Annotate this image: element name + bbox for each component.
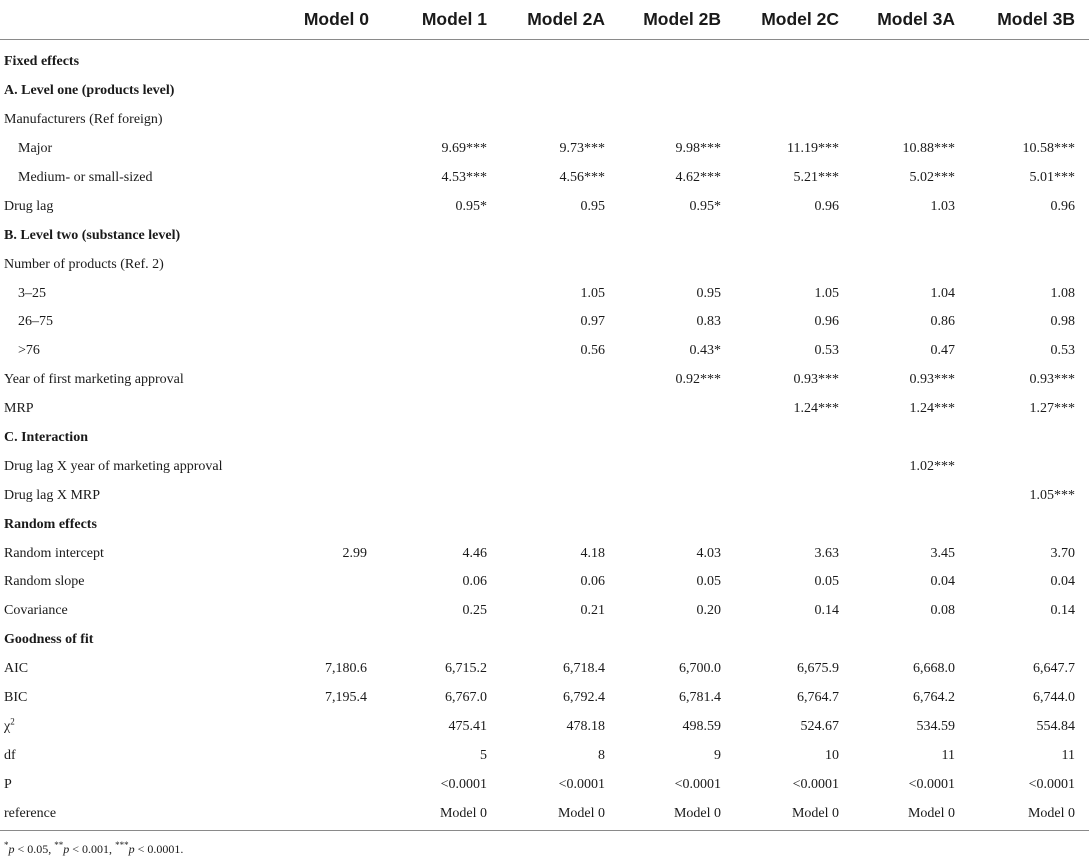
section-header-row [0, 221, 1089, 250]
cell-model-2a: 478.18 [566, 718, 605, 734]
cell-model-2a: <0.0001 [558, 776, 605, 792]
cell-model-3a: 0.08 [930, 603, 955, 619]
row-label-text: χ [4, 718, 11, 734]
row-label-text: A. Level one (products level) [4, 83, 175, 99]
cell-model-1: 6,715.2 [445, 661, 487, 677]
row-label [0, 424, 263, 453]
cell-model-1 [383, 626, 501, 655]
cell-model-2a [501, 481, 619, 510]
table-row [0, 135, 1089, 164]
cell-model-3b: 554.84 [1036, 718, 1075, 734]
cell-model-3a: 6,764.2 [913, 690, 955, 706]
cell-model-2a [501, 221, 619, 250]
table-row [0, 395, 1089, 424]
cell-model-0 [263, 135, 383, 164]
cell-model-1 [383, 106, 501, 135]
cell-model-3a: 10.88*** [902, 141, 955, 157]
cell-model-1: 6,767.0 [445, 690, 487, 706]
cell-model-2a [501, 40, 619, 77]
row-label [0, 539, 263, 568]
cell-model-2b [619, 626, 735, 655]
cell-model-1: 0.25 [462, 603, 487, 619]
cell-model-1 [383, 510, 501, 539]
cell-model-3b: 1.05*** [1029, 487, 1075, 503]
table-row [0, 337, 1089, 366]
cell-model-3a: Model 0 [907, 805, 955, 821]
cell-model-3b: 10.58*** [1022, 141, 1075, 157]
row-label-text: Random effects [4, 516, 97, 532]
table-row [0, 279, 1089, 308]
cell-model-0 [263, 452, 383, 481]
row-label-text: Random intercept [4, 545, 104, 561]
cell-model-2c [735, 481, 853, 510]
cell-model-3a: 11 [941, 747, 955, 763]
row-label [0, 192, 263, 221]
cell-model-3b: 5.01*** [1029, 170, 1075, 185]
cell-model-0 [263, 568, 383, 597]
cell-model-2c: 0.14 [814, 603, 839, 619]
cell-model-2b: <0.0001 [674, 776, 721, 792]
cell-model-3b: 0.96 [1050, 198, 1075, 214]
cell-model-3b: <0.0001 [1028, 776, 1075, 792]
cell-model-2a [501, 424, 619, 453]
cell-model-2c [735, 452, 853, 481]
row-label [0, 106, 263, 135]
row-label-text: Covariance [4, 603, 68, 619]
table-row [0, 192, 1089, 221]
cell-model-3a [853, 250, 969, 279]
table-row [0, 452, 1089, 481]
cell-model-2c [735, 626, 853, 655]
cell-model-3b [969, 221, 1089, 250]
cell-model-1: 4.53*** [441, 170, 487, 185]
cell-model-3b [969, 77, 1089, 106]
cell-model-3a: 3.45 [930, 545, 955, 561]
cell-model-2c [735, 424, 853, 453]
cell-model-1 [383, 366, 501, 395]
cell-model-2c: 10 [825, 747, 839, 763]
row-label [0, 597, 263, 626]
header-cell-model-2a: Model 2A [501, 0, 619, 40]
cell-model-0 [263, 741, 383, 770]
cell-model-2b: 4.03 [696, 545, 721, 561]
cell-model-1: 0.06 [462, 574, 487, 590]
cell-model-2a [501, 250, 619, 279]
cell-model-2c [735, 250, 853, 279]
row-label-text: >76 [18, 343, 40, 359]
cell-model-0 [263, 221, 383, 250]
cell-model-2c: Model 0 [791, 805, 839, 821]
cell-model-3a [853, 77, 969, 106]
cell-model-2b [619, 40, 735, 77]
row-label-text: C. Interaction [4, 430, 88, 446]
table-row [0, 164, 1089, 193]
cell-model-2c [735, 510, 853, 539]
cell-model-3a: 1.03 [930, 198, 955, 214]
cell-model-2a: 6,792.4 [563, 690, 605, 706]
cell-model-1 [383, 452, 501, 481]
cell-model-2a: 6,718.4 [563, 661, 605, 677]
table-row [0, 597, 1089, 626]
cell-model-2a: 0.21 [580, 603, 605, 619]
cell-model-2b: 0.43* [689, 343, 721, 359]
cell-model-3a [853, 481, 969, 510]
cell-model-1 [383, 40, 501, 77]
cell-model-2a: 0.95 [580, 198, 605, 214]
cell-model-1 [383, 481, 501, 510]
cell-model-1: 0.95* [455, 198, 487, 214]
cell-model-3b: 0.04 [1050, 574, 1075, 590]
cell-model-2a: 8 [598, 747, 605, 763]
cell-model-2c: 0.93*** [793, 372, 839, 388]
row-label [0, 510, 263, 539]
cell-model-2b: 9.98*** [675, 141, 721, 157]
cell-model-3b: 0.98 [1050, 314, 1075, 330]
cell-model-1 [383, 337, 501, 366]
row-label [0, 741, 263, 770]
cell-model-1: 9.69*** [441, 141, 487, 157]
cell-model-2a: 4.56*** [559, 170, 605, 185]
cell-model-2b [619, 481, 735, 510]
cell-model-3b [969, 626, 1089, 655]
row-label-text: Fixed effects [4, 54, 80, 70]
table-row [0, 684, 1089, 713]
cell-model-2b [619, 250, 735, 279]
row-label [0, 626, 263, 655]
cell-model-2c [735, 221, 853, 250]
row-label [0, 337, 263, 366]
cell-model-2a: 0.97 [580, 314, 605, 330]
section-header-row [0, 77, 1089, 106]
cell-model-3b [969, 424, 1089, 453]
cell-model-2a [501, 77, 619, 106]
cell-model-2b [619, 106, 735, 135]
cell-model-2c: 0.05 [814, 574, 839, 590]
cell-model-2c: 6,675.9 [797, 661, 839, 677]
cell-model-3b [969, 250, 1089, 279]
cell-model-1 [383, 395, 501, 424]
cell-model-1 [383, 279, 501, 308]
cell-model-0 [263, 626, 383, 655]
cell-model-2a: 4.18 [580, 545, 605, 561]
cell-model-0 [263, 164, 383, 193]
cell-model-3b: Model 0 [1027, 805, 1075, 821]
table-row [0, 308, 1089, 337]
cell-model-0 [263, 597, 383, 626]
cell-model-3a: 0.86 [930, 314, 955, 330]
table-row [0, 799, 1089, 828]
header-cell-model-2c: Model 2C [735, 0, 853, 40]
row-label-text: Drug lag X MRP [4, 487, 101, 503]
cell-model-0 [263, 481, 383, 510]
row-label-text: Year of first marketing approval [4, 372, 184, 388]
cell-model-2b: 0.95 [696, 285, 721, 301]
row-label [0, 712, 263, 741]
cell-model-3a: 1.02*** [909, 458, 955, 474]
cell-model-2b: 498.59 [682, 718, 721, 734]
cell-model-2c: 1.05 [814, 285, 839, 301]
cell-model-1: <0.0001 [440, 776, 487, 792]
cell-model-2a [501, 366, 619, 395]
cell-model-1: 475.41 [448, 718, 487, 734]
cell-model-3a: 0.47 [930, 343, 955, 359]
table-bottom-rule [0, 830, 1089, 831]
cell-model-3a: 0.93*** [909, 372, 955, 388]
row-label-text: Drug lag X year of marketing approval [4, 458, 223, 474]
cell-model-1: 5 [480, 747, 487, 763]
cell-model-3a [853, 424, 969, 453]
table-row [0, 655, 1089, 684]
header-cell-model-3a: Model 3A [853, 0, 969, 40]
header-row [0, 0, 1089, 40]
row-label [0, 250, 263, 279]
cell-model-2c [735, 40, 853, 77]
table-row [0, 106, 1089, 135]
row-label-text: AIC [4, 661, 29, 677]
table-row [0, 770, 1089, 799]
table-row [0, 539, 1089, 568]
cell-model-2c: 0.96 [814, 314, 839, 330]
table-row [0, 481, 1089, 510]
cell-model-3b [969, 452, 1089, 481]
cell-model-3b: 0.53 [1050, 343, 1075, 359]
cell-model-2a [501, 626, 619, 655]
row-label-text: Drug lag [4, 198, 54, 214]
cell-model-0: 2.99 [342, 545, 367, 561]
cell-model-0 [263, 106, 383, 135]
row-label-text: P [4, 776, 12, 792]
cell-model-0 [263, 424, 383, 453]
cell-model-2c: 0.53 [814, 343, 839, 359]
cell-model-1 [383, 221, 501, 250]
cell-model-2c: <0.0001 [792, 776, 839, 792]
cell-model-3b: 0.14 [1050, 603, 1075, 619]
cell-model-3b [969, 106, 1089, 135]
row-label-text: reference [4, 805, 57, 821]
table-row [0, 712, 1089, 741]
cell-model-0 [263, 279, 383, 308]
cell-model-2a [501, 452, 619, 481]
cell-model-3b: 6,744.0 [1033, 690, 1075, 706]
header-cell-model-0: Model 0 [263, 0, 383, 40]
cell-model-1 [383, 250, 501, 279]
row-label [0, 395, 263, 424]
section-header-row [0, 510, 1089, 539]
significance-footnote: *p < 0.05, **p < 0.001, ***p < 0.0001. [4, 840, 184, 856]
cell-model-3a [853, 40, 969, 77]
cell-model-2c: 5.21*** [793, 170, 839, 185]
cell-model-0 [263, 770, 383, 799]
header-cell-model-3b: Model 3B [969, 0, 1089, 40]
row-label-text: Goodness of fit [4, 632, 94, 648]
cell-model-2b [619, 424, 735, 453]
row-label-text: 3–25 [18, 285, 46, 301]
row-label [0, 77, 263, 106]
cell-model-2a [501, 510, 619, 539]
row-label [0, 770, 263, 799]
cell-model-2b: Model 0 [673, 805, 721, 821]
row-label-text: Major [18, 141, 53, 157]
row-label [0, 40, 263, 77]
header-cell-variable [0, 0, 263, 40]
cell-model-2b [619, 395, 735, 424]
cell-model-1: Model 0 [439, 805, 487, 821]
cell-model-2c: 3.63 [814, 545, 839, 561]
table-row [0, 250, 1089, 279]
cell-model-2a: 0.06 [580, 574, 605, 590]
cell-model-2b: 0.92*** [675, 372, 721, 388]
cell-model-3a: 6,668.0 [913, 661, 955, 677]
cell-model-3a [853, 106, 969, 135]
cell-model-0 [263, 250, 383, 279]
cell-model-3a: 1.24*** [909, 401, 955, 417]
cell-model-3a [853, 221, 969, 250]
cell-model-2c: 1.24*** [793, 401, 839, 417]
cell-model-3b [969, 510, 1089, 539]
row-label-text: Medium- or small-sized [18, 170, 153, 185]
row-label-text: B. Level two (substance level) [4, 227, 181, 243]
table-row [0, 568, 1089, 597]
cell-model-2b: 0.95* [689, 198, 721, 214]
cell-model-2a: 9.73*** [559, 141, 605, 157]
section-header-row [0, 424, 1089, 453]
row-label-text: Number of products (Ref. 2) [4, 256, 164, 272]
cell-model-3b: 11 [1061, 747, 1075, 763]
cell-model-2b: 9 [714, 747, 721, 763]
cell-model-0 [263, 395, 383, 424]
row-label-text: df [4, 747, 16, 763]
cell-model-0 [263, 712, 383, 741]
row-label-text: Random slope [4, 574, 85, 590]
cell-model-0 [263, 366, 383, 395]
cell-model-0 [263, 337, 383, 366]
cell-model-0 [263, 799, 383, 828]
cell-model-1: 4.46 [462, 545, 487, 561]
row-label-text: BIC [4, 690, 28, 706]
row-label [0, 279, 263, 308]
cell-model-3b [969, 40, 1089, 77]
cell-model-2b: 0.20 [696, 603, 721, 619]
cell-model-3b: 0.93*** [1029, 372, 1075, 388]
cell-model-2c: 0.96 [814, 198, 839, 214]
cell-model-3a: 1.04 [930, 285, 955, 301]
row-label-text: Manufacturers (Ref foreign) [4, 112, 163, 128]
cell-model-2a [501, 395, 619, 424]
cell-model-2b: 0.83 [696, 314, 721, 330]
cell-model-2c: 11.19*** [787, 141, 839, 157]
row-label-superscript: 2 [10, 716, 15, 727]
cell-model-2a: Model 0 [557, 805, 605, 821]
table-row [0, 741, 1089, 770]
row-label [0, 481, 263, 510]
cell-model-1 [383, 424, 501, 453]
cell-model-0 [263, 510, 383, 539]
cell-model-3b: 1.27*** [1029, 401, 1075, 417]
section-header-row [0, 626, 1089, 655]
cell-model-3b: 1.08 [1050, 285, 1075, 301]
cell-model-2b [619, 510, 735, 539]
row-label [0, 799, 263, 828]
section-header-row [0, 40, 1089, 77]
table-row [0, 366, 1089, 395]
cell-model-2b [619, 77, 735, 106]
cell-model-0: 7,180.6 [325, 661, 367, 677]
cell-model-2a [501, 106, 619, 135]
header-cell-model-1: Model 1 [383, 0, 501, 40]
cell-model-0 [263, 77, 383, 106]
cell-model-3a: <0.0001 [908, 776, 955, 792]
row-label [0, 452, 263, 481]
row-label [0, 135, 263, 164]
cell-model-2b: 6,781.4 [679, 690, 721, 706]
cell-model-2a: 1.05 [580, 285, 605, 301]
row-label [0, 308, 263, 337]
cell-model-0 [263, 192, 383, 221]
cell-model-0: 7,195.4 [325, 690, 367, 706]
cell-model-3a: 534.59 [916, 718, 955, 734]
row-label [0, 568, 263, 597]
cell-model-3a: 0.04 [930, 574, 955, 590]
cell-model-2c [735, 77, 853, 106]
cell-model-2c [735, 106, 853, 135]
row-label-text: MRP [4, 401, 34, 417]
cell-model-2b [619, 452, 735, 481]
cell-model-2a: 0.56 [580, 343, 605, 359]
row-label [0, 366, 263, 395]
cell-model-2c: 524.67 [800, 718, 839, 734]
cell-model-2b [619, 221, 735, 250]
cell-model-3b: 6,647.7 [1033, 661, 1075, 677]
cell-model-1 [383, 77, 501, 106]
row-label [0, 164, 263, 193]
row-label [0, 655, 263, 684]
cell-model-2b: 4.62*** [675, 170, 721, 185]
cell-model-2b: 6,700.0 [679, 661, 721, 677]
cell-model-0 [263, 40, 383, 77]
cell-model-1 [383, 308, 501, 337]
cell-model-0 [263, 308, 383, 337]
cell-model-3a [853, 626, 969, 655]
header-cell-model-2b: Model 2B [619, 0, 735, 40]
cell-model-3a [853, 510, 969, 539]
table-body [0, 40, 1089, 829]
row-label [0, 684, 263, 713]
cell-model-3b: 3.70 [1050, 545, 1075, 561]
row-label [0, 221, 263, 250]
cell-model-2c: 6,764.7 [797, 690, 839, 706]
cell-model-3a: 5.02*** [909, 170, 955, 185]
row-label-text: 26–75 [18, 314, 53, 330]
cell-model-2b: 0.05 [696, 574, 721, 590]
